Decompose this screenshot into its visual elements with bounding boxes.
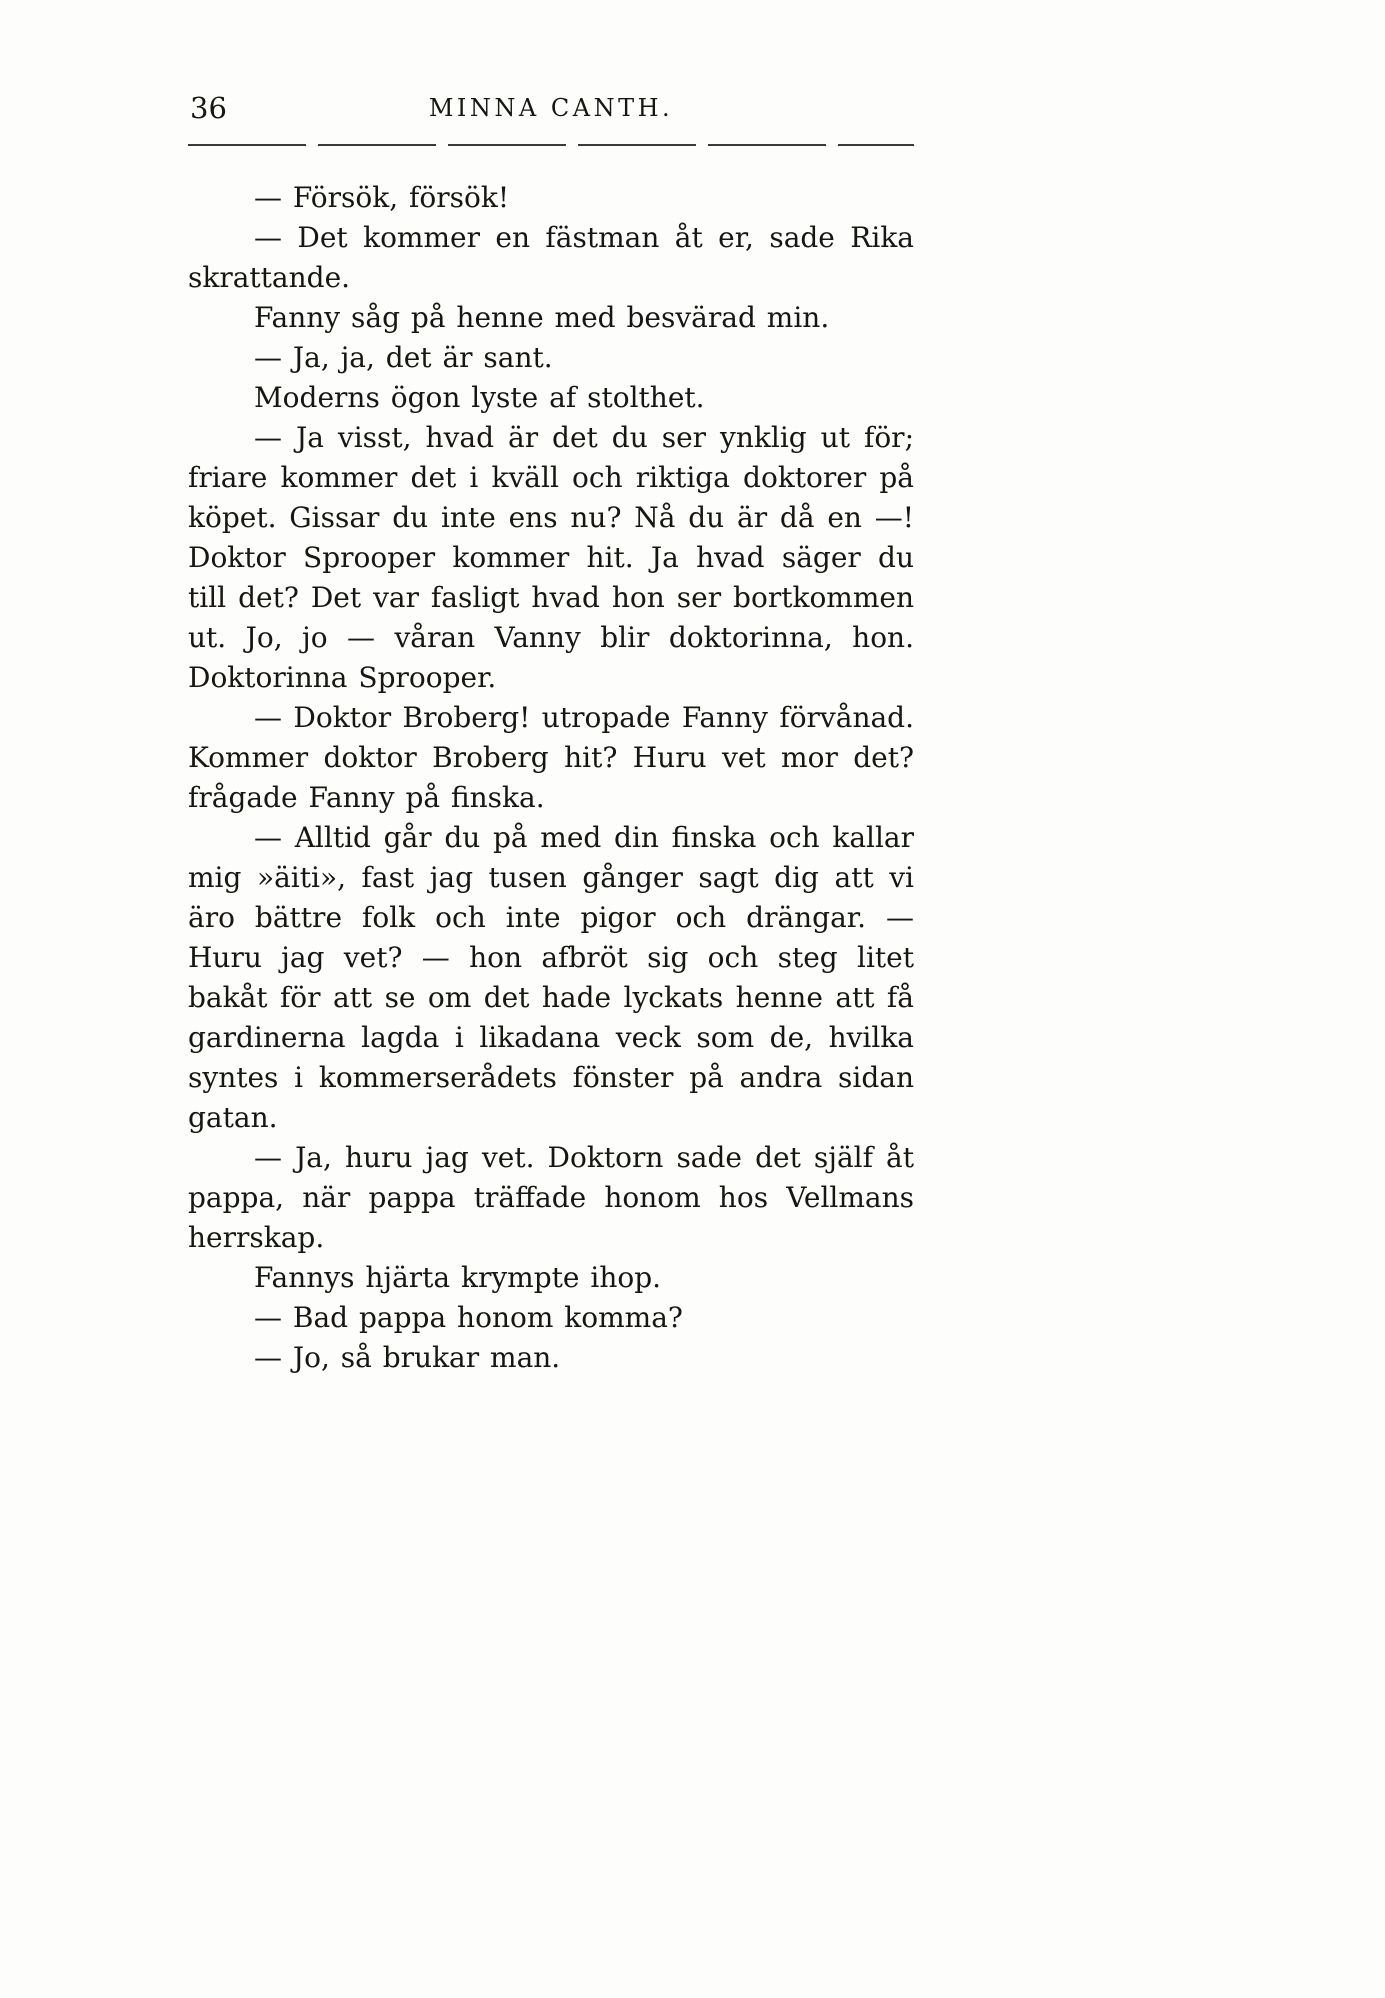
paragraph: — Det kommer en fästman åt er, sade Rika skrattande.	[188, 221, 914, 294]
paragraph: — Försök, försök!	[254, 181, 510, 214]
paragraph: — Bad pappa honom komma?	[254, 1301, 683, 1334]
paragraph: Fannys hjärta krympte ihop.	[254, 1261, 662, 1294]
paragraph: — Doktor Broberg! utropade Fanny förvånad. Kommer doktor Broberg hit? Huru vet mor det? frågade Fanny på finska.	[188, 701, 914, 814]
paragraph: — Alltid går du på med din finska och kallar mig »äiti», fast jag tusen gånger sagt dig att vi äro bättre folk och inte pigor och drängar. — Huru jag vet? — hon afbröt sig och steg litet bakåt för att se om det hade lyckats henne att få gardinerna lagda i likadana veck som de, hvilka syntes i kommerserådets fönster på andra sidan gatan.	[188, 821, 914, 1134]
paragraph: Moderns ögon lyste af stolthet.	[254, 381, 705, 414]
paragraph: — Ja, ja, det är sant.	[254, 341, 553, 374]
paragraph: — Ja, huru jag vet. Doktorn sade det själf åt pappa, när pappa träffade honom hos Vellmans herrskap.	[188, 1141, 914, 1254]
page-number: 36	[190, 91, 227, 125]
page-content	[188, 90, 914, 1378]
page-body	[188, 178, 914, 1378]
paragraph: — Jo, så brukar man.	[254, 1341, 561, 1374]
running-title: MINNA CANTH.	[428, 94, 674, 122]
paragraph: — Ja visst, hvad är det du ser ynklig ut för; friare kommer det i kväll och riktiga doktorer på köpet. Gissar du inte ens nu? Nå du är då en —! Doktor Sprooper kommer hit. Ja hvad säger du till det? Det var fasligt hvad hon ser bortkommen ut. Jo, jo — våran Vanny blir doktorinna, hon. Doktorinna Sprooper.	[188, 421, 914, 694]
header-rule	[188, 144, 914, 146]
paragraph: Fanny såg på henne med besvärad min.	[254, 301, 830, 334]
page-header	[188, 90, 914, 128]
